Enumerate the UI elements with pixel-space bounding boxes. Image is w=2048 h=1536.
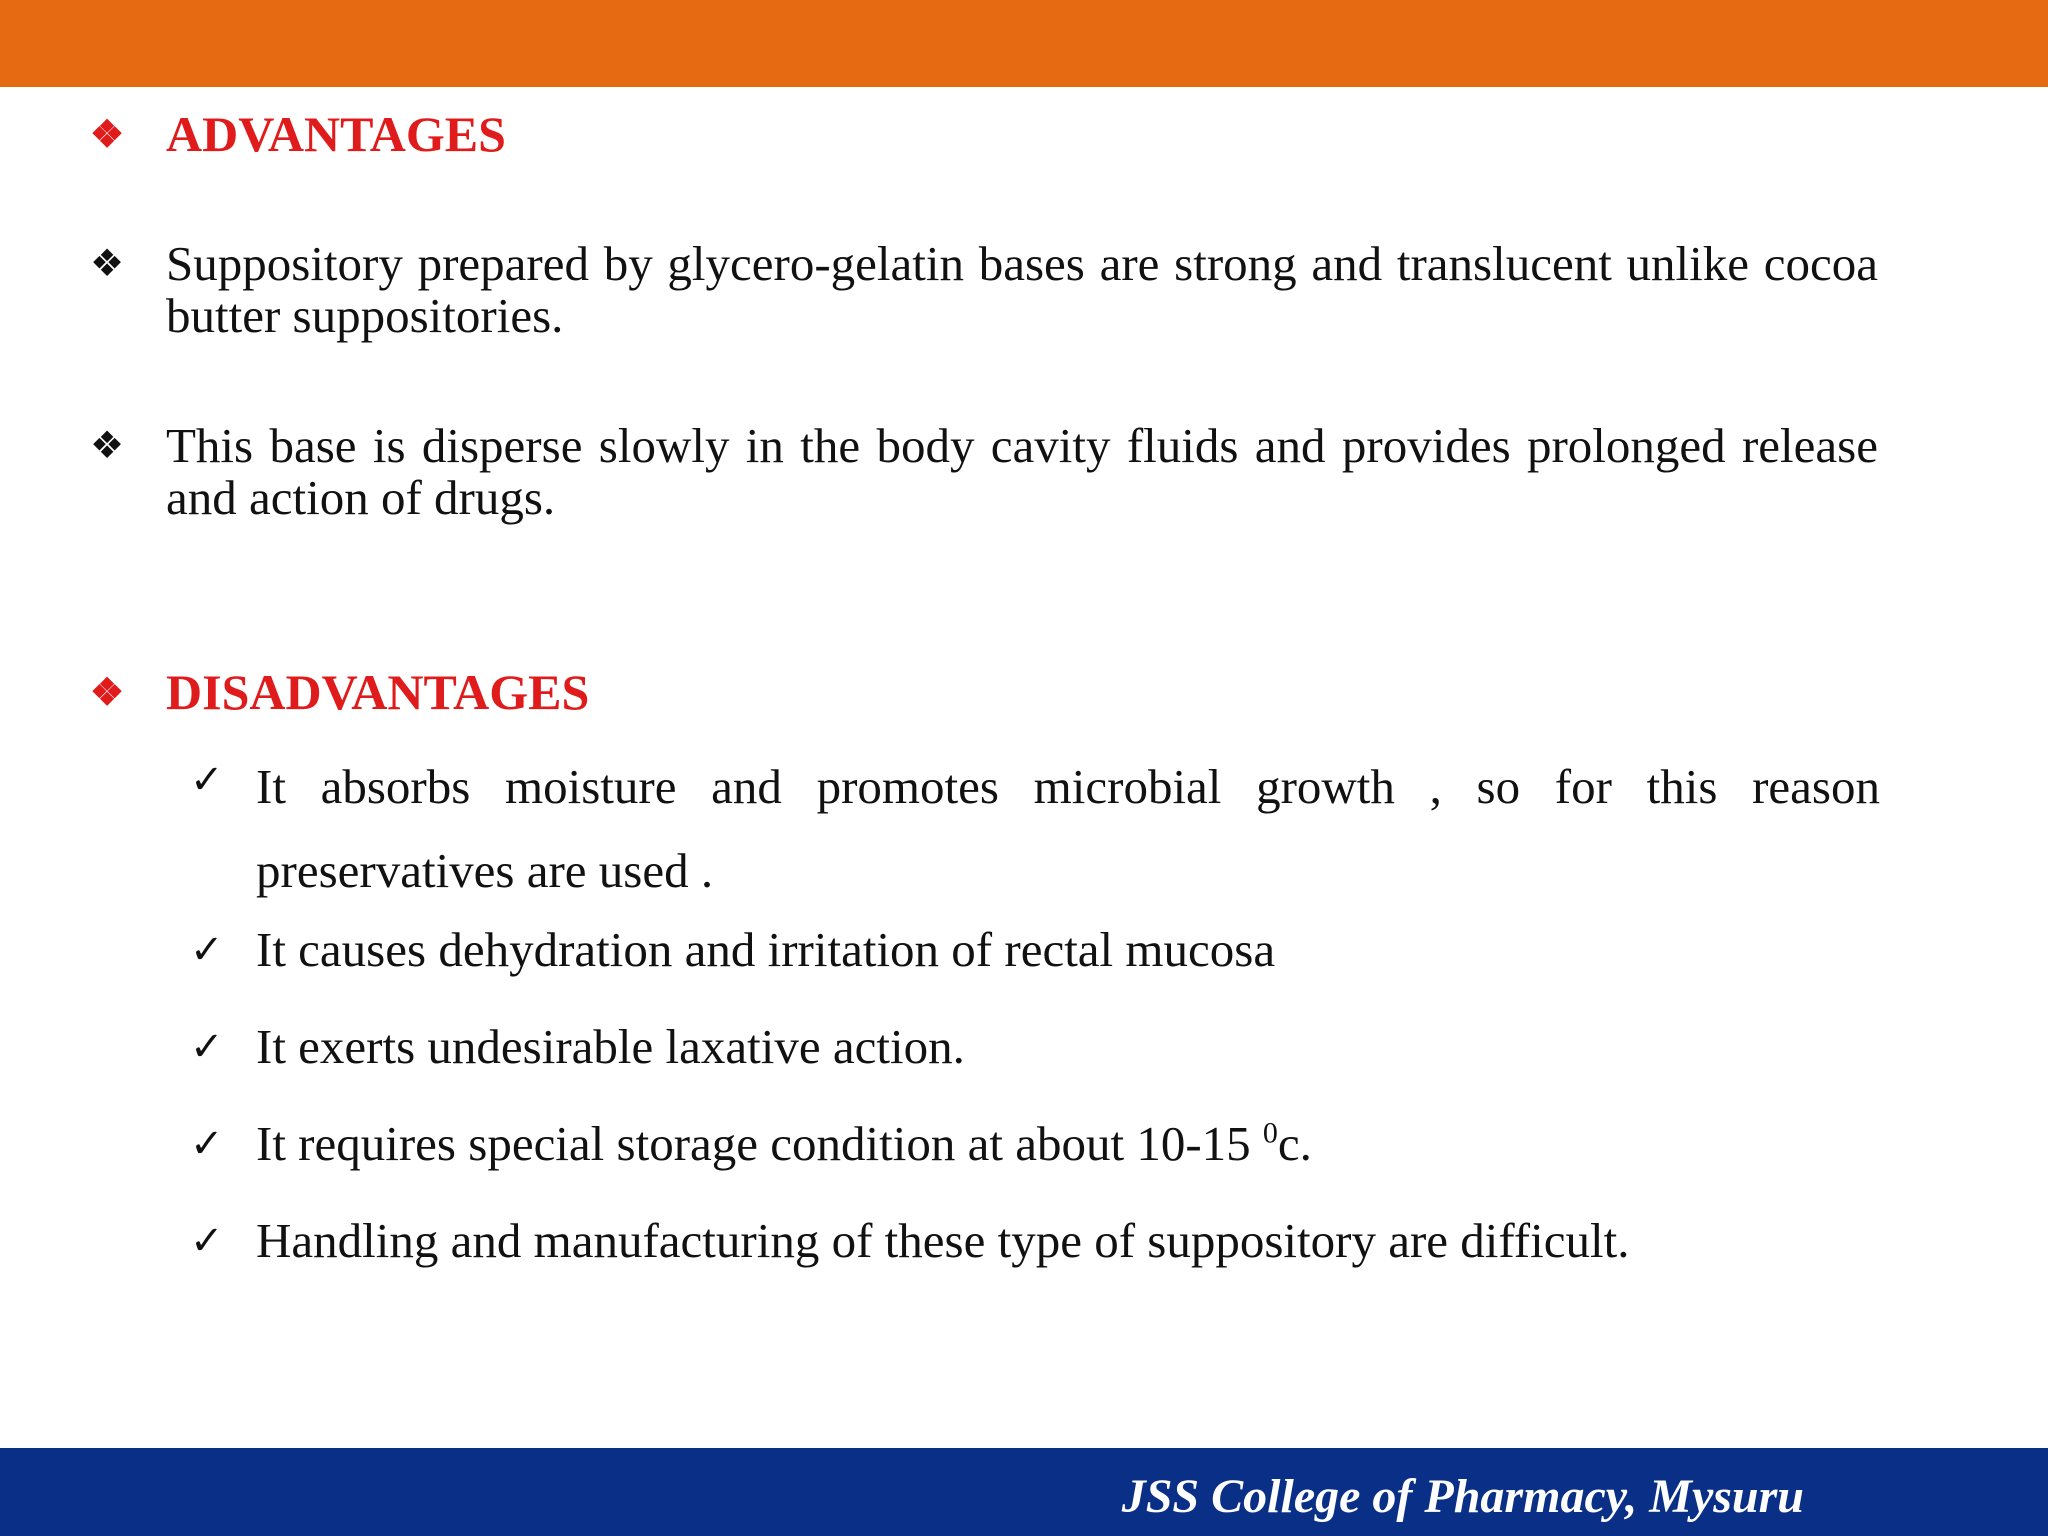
storage-superscript: 0 bbox=[1262, 1116, 1278, 1150]
four-diamond-bullet-icon: ❖ bbox=[90, 672, 125, 714]
four-diamond-bullet-icon: ❖ bbox=[90, 425, 125, 467]
advantages-heading-text: ADVANTAGES bbox=[166, 106, 506, 162]
disadvantages-heading bbox=[90, 662, 589, 722]
disadvantages-list bbox=[190, 745, 1880, 1301]
disadvantage-text: Handling and manufacturing of these type of suppository are difficult. bbox=[256, 1213, 1630, 1268]
checkmark-icon: ✓ bbox=[190, 1024, 224, 1069]
advantage-item bbox=[90, 420, 1878, 524]
advantage-text: Suppository prepared by glycero-gelatin bases are strong and translucent unlike cocoa butter suppositories. bbox=[166, 236, 1878, 343]
disadvantage-text bbox=[256, 1107, 1880, 1181]
disadvantage-text: It causes dehydration and irritation of rectal mucosa bbox=[256, 922, 1276, 977]
disadvantage-text: It exerts undesirable laxative action. bbox=[256, 1019, 965, 1074]
disadvantage-item bbox=[190, 913, 1880, 1010]
disadvantage-text: It absorbs moisture and promotes microbial growth , so for this reason preservatives are used . bbox=[256, 759, 1880, 898]
advantage-text: This base is disperse slowly in the body cavity fluids and provides prolonged release and action of drugs. bbox=[166, 418, 1878, 525]
disadvantage-item bbox=[190, 1010, 1880, 1107]
disadvantage-item bbox=[190, 1204, 1880, 1301]
checkmark-icon: ✓ bbox=[190, 757, 224, 802]
footer-institution-name: JSS College of Pharmacy, Mysuru bbox=[1121, 1470, 1804, 1523]
checkmark-icon: ✓ bbox=[190, 927, 224, 972]
disadvantage-item-storage bbox=[190, 1107, 1880, 1204]
storage-text-after: c. bbox=[1277, 1116, 1312, 1171]
four-diamond-bullet-icon: ❖ bbox=[90, 114, 125, 156]
disadvantage-item bbox=[190, 745, 1880, 913]
four-diamond-bullet-icon: ❖ bbox=[90, 243, 125, 285]
checkmark-icon: ✓ bbox=[190, 1218, 224, 1263]
disadvantages-heading-text: DISADVANTAGES bbox=[166, 664, 590, 720]
advantage-item bbox=[90, 238, 1878, 342]
storage-text-before: It requires special storage condition at about 10-15 bbox=[256, 1116, 1263, 1171]
checkmark-icon: ✓ bbox=[190, 1121, 224, 1166]
advantages-heading bbox=[90, 104, 506, 164]
top-accent-bar bbox=[0, 0, 2048, 87]
